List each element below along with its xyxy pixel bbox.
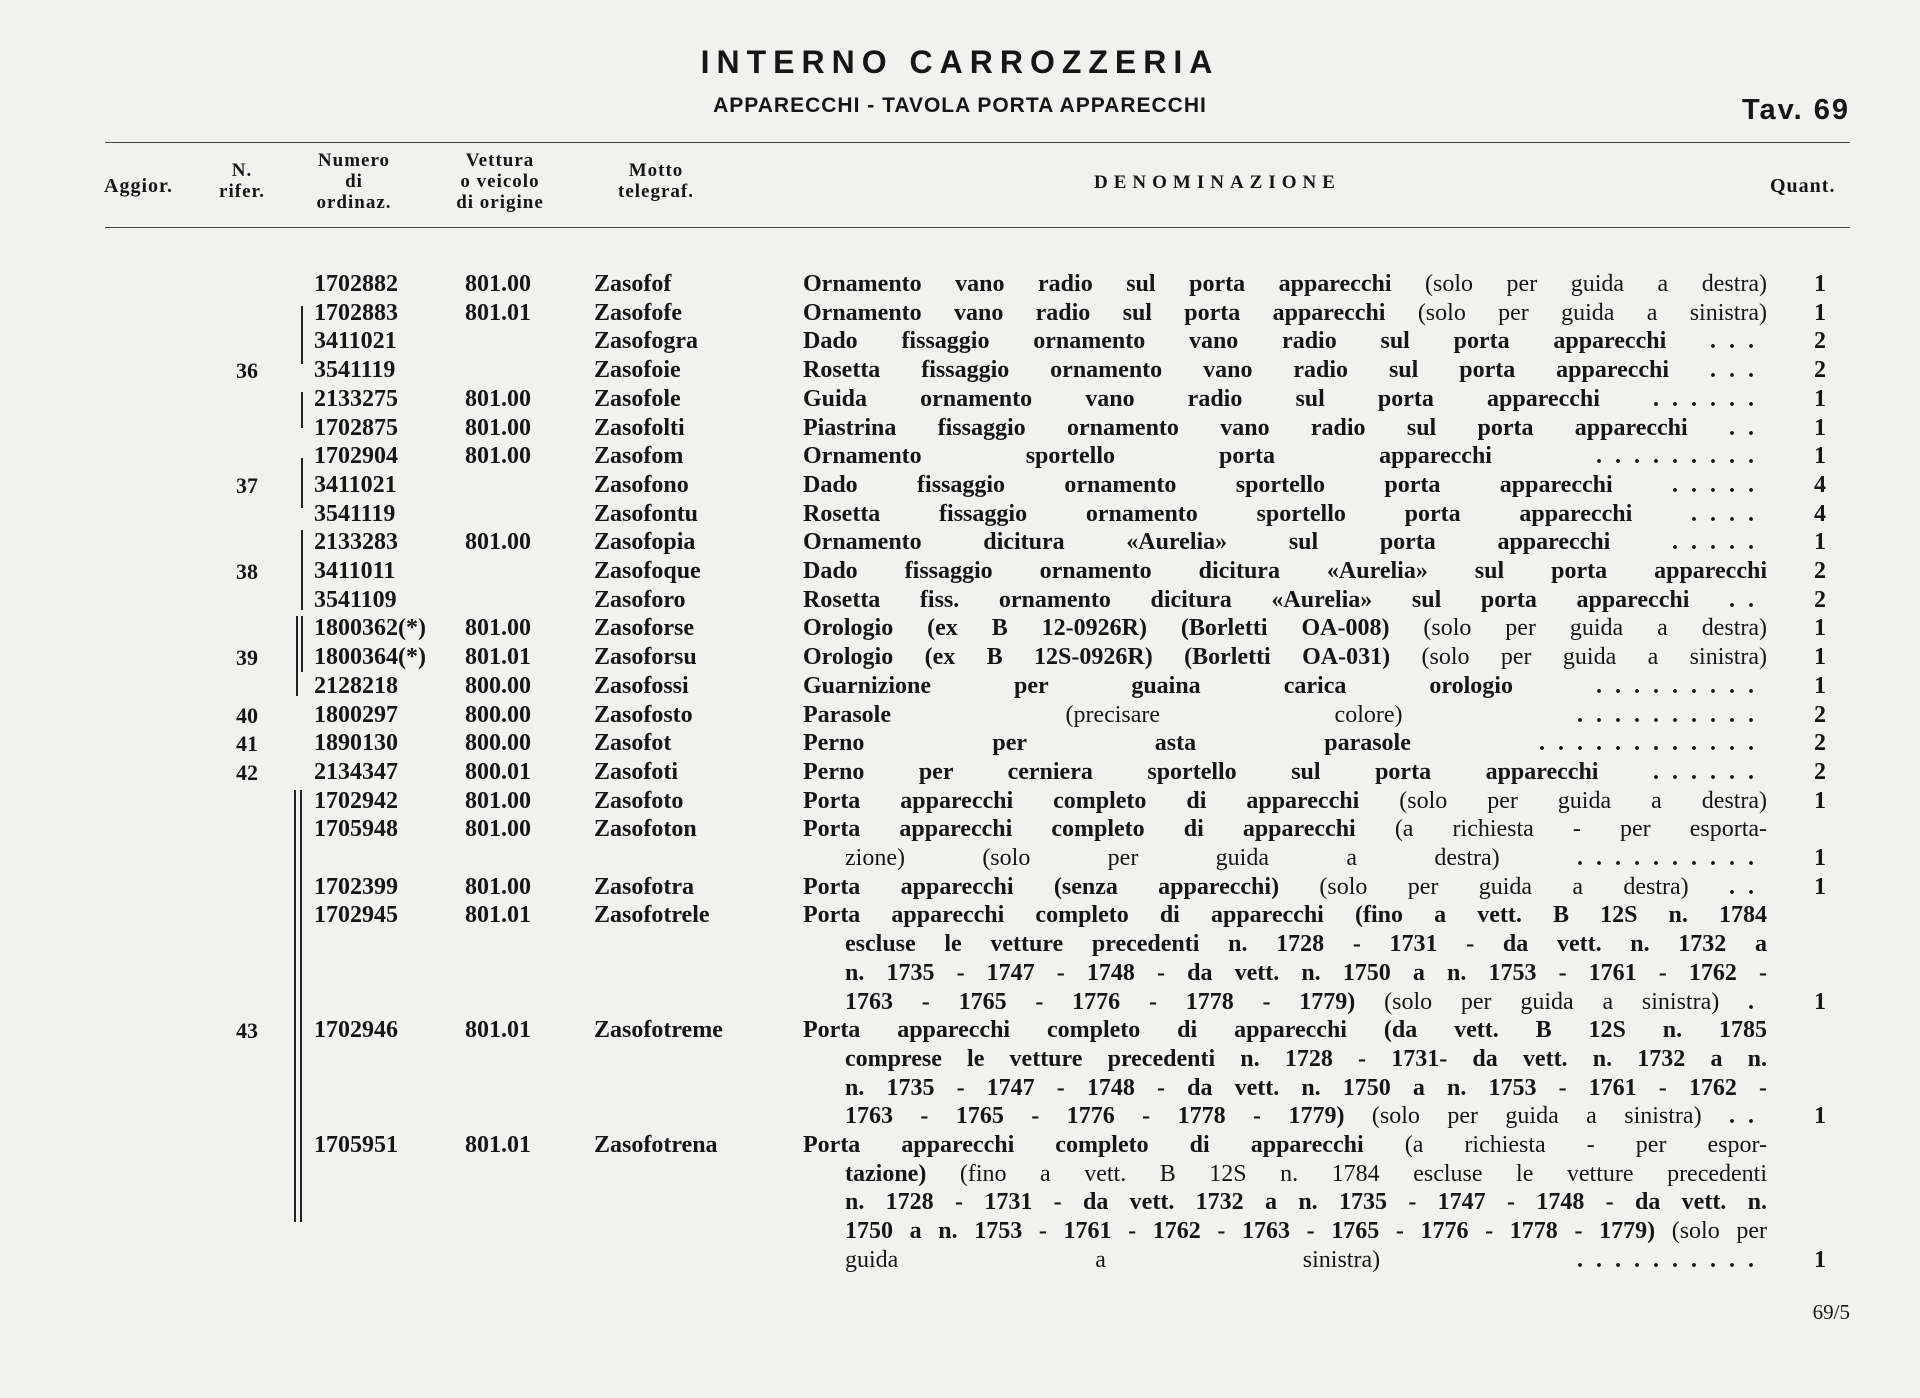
row-telegraph-code: Zasofotra [594,873,694,900]
row-telegraph-code: Zasofotrena [594,1132,718,1158]
row-rifer: 40 [236,702,258,728]
row-leader-dots: ... [1710,328,1768,355]
row-order-number: 1702945 [314,902,398,929]
table-row [0,815,1920,844]
row-leader-dots: ............ [1539,730,1767,757]
row-description [803,299,1767,328]
col-motto [600,160,712,202]
row-description [803,901,1767,930]
row-description [803,815,1767,844]
row-description [845,1074,1767,1103]
row-telegraph-code: Zasofole [594,385,681,412]
row-vehicle-origin: 801.00 [465,816,531,843]
row-order-number: 2128218 [314,672,398,699]
row-telegraph-code: Zasofoto [594,787,684,814]
row-description [803,672,1767,701]
row-leader-dots: ...... [1653,385,1768,412]
table-row [0,299,1920,328]
row-vehicle-origin: 801.00 [465,787,531,814]
row-telegraph-code: Zasofossi [594,672,689,699]
row-quantity: 2 [1814,758,1826,785]
row-order-number: 2133275 [314,385,398,412]
row-quantity: 1 [1814,1103,1826,1130]
row-quantity: 4 [1814,471,1826,498]
row-description-bold: n. 1735 - 1747 - 1748 - da vett. n. 1750 a n. 1753 - 1761 - 1762 - [845,1074,1767,1101]
table-row [0,1188,1920,1217]
row-description-bold: Parasole [803,701,891,728]
row-description-note: (solo per guida a sinistra) [1417,299,1768,326]
row-description [803,758,1767,787]
row-description-bold: Piastrina fissaggio ornamento vano radio sul porta apparecchi [803,414,1688,441]
row-quantity: 2 [1814,586,1826,613]
row-description [803,442,1767,471]
page-subtitle: APPARECCHI - TAVOLA PORTA APPARECCHI [713,94,1207,117]
row-description-bold: tazione) [845,1160,927,1187]
row-description [803,500,1767,529]
table-row [0,1246,1920,1275]
row-quantity: 2 [1814,730,1826,757]
page-number: 69/5 [1812,1300,1850,1324]
row-description-bold: 1763 - 1765 - 1776 - 1778 - 1779) [845,1103,1345,1130]
row-description-bold: Orologio (ex B 12S-0926R) (Borletti OA-031) [803,644,1391,671]
col-numero-line1: Numero [317,150,391,171]
group-brace-43-outer [294,790,296,1222]
row-vehicle-origin: 800.00 [465,730,531,757]
row-quantity: 1 [1814,529,1826,556]
row-telegraph-code: Zasofogra [594,328,698,355]
row-description-note: guida a sinistra) [845,1246,1381,1273]
col-vettura [436,150,564,213]
row-description-bold: Porta apparecchi (senza apparecchi) [803,873,1280,900]
row-quantity: 1 [1814,271,1826,297]
col-vettura-line2: o veicolo [460,171,540,192]
row-description [845,988,1767,1017]
row-telegraph-code: Zasofom [594,443,684,470]
row-description [845,1217,1767,1246]
row-description-bold: Rosetta fiss. ornamento dicitura «Aurelia» sul porta apparecchi [803,586,1690,613]
row-description-bold: n. 1728 - 1731 - da vett. 1732 a n. 1735 - 1747 - 1748 - da vett. n. [845,1189,1767,1216]
col-motto-line1: Motto [628,160,684,181]
col-vettura-line3: di origine [456,192,544,213]
row-vehicle-origin: 801.00 [465,873,531,900]
row-telegraph-code: Zasofot [594,730,672,757]
row-quantity: 1 [1814,988,1826,1015]
group-brace-43-inner [300,790,302,1222]
row-order-number: 1705951 [314,1132,398,1158]
table-row [0,701,1920,730]
row-vehicle-origin: 800.00 [465,672,531,699]
row-rifer: 37 [236,472,258,498]
row-description-note: zione) (solo per guida a destra) [845,845,1500,871]
row-order-number: 1702942 [314,787,398,814]
row-description-note: (precisare colore) [1065,701,1403,728]
table-row [0,614,1920,643]
col-rifer-line2: rifer. [219,181,265,202]
row-description [803,643,1767,672]
row-description-bold: Guida ornamento vano radio sul porta apparecchi [803,385,1600,412]
row-description [803,1131,1767,1160]
header-bottom-rule [105,227,1850,228]
row-quantity: 2 [1814,357,1826,384]
table-row [0,873,1920,902]
row-quantity: 1 [1814,787,1826,814]
table-row [0,959,1920,988]
row-description-note: (solo per guida a destra) [1319,873,1689,900]
row-telegraph-code: Zasofofe [594,299,682,326]
row-order-number: 1702904 [314,443,398,470]
row-description [803,471,1767,500]
row-order-number: 1800297 [314,701,398,728]
col-denominazione: DENOMINAZIONE [1094,172,1341,193]
row-description-bold: comprese le vetture precedenti n. 1728 - 1731- da vett. n. 1732 a n. [845,1045,1767,1072]
row-quantity: 2 [1814,701,1826,728]
table-row [0,672,1920,701]
table-row [0,356,1920,385]
row-vehicle-origin: 801.00 [465,385,531,412]
row-leader-dots: .......... [1577,1246,1768,1273]
row-description-bold: 1763 - 1765 - 1776 - 1778 - 1779) [845,988,1356,1015]
row-description-note: (solo per guida a sinistra) [1421,644,1767,671]
row-description-note: (solo per [1671,1218,1767,1245]
row-order-number: 3541119 [314,500,396,527]
row-quantity: 1 [1814,414,1826,441]
row-leader-dots: .......... [1577,845,1767,871]
row-rifer: 38 [236,559,258,584]
row-telegraph-code: Zasofoque [594,558,701,584]
row-description-bold: Ornamento dicitura «Aurelia» sul porta apparecchi [803,529,1611,556]
table-row [0,270,1920,299]
row-telegraph-code: Zasofotrele [594,902,710,929]
table-row [0,844,1920,873]
row-description-bold: Dado fissaggio ornamento sportello porta apparecchi [803,471,1613,498]
row-order-number: 1702399 [314,873,398,900]
table-row [0,1160,1920,1189]
row-quantity: 1 [1814,615,1826,642]
col-numero [296,150,412,213]
row-quantity: 1 [1814,644,1826,671]
row-description [803,414,1767,443]
table-row [0,1102,1920,1131]
table-row [0,414,1920,443]
row-description [803,614,1767,643]
row-description [845,1246,1767,1275]
row-leader-dots: .. [1729,414,1768,441]
row-description-bold: Rosetta fissaggio ornamento vano radio sul porta apparecchi [803,357,1670,384]
table-row [0,1016,1920,1045]
table-row [0,1131,1920,1160]
row-description [845,930,1767,959]
row-order-number: 1800364(*) [314,644,426,671]
row-telegraph-code: Zasofof [594,271,672,297]
row-order-number: 3541109 [314,586,397,613]
row-description [803,586,1767,615]
row-quantity: 1 [1814,299,1826,326]
row-order-number: 3411021 [314,328,397,355]
row-leader-dots: ... [1710,357,1767,384]
row-description [845,1102,1767,1131]
row-description-bold: Porta apparecchi completo di apparecchi (fino a vett. B 12S n. 1784 [803,902,1767,929]
row-description-note: (solo per guida a destra) [1399,787,1768,814]
row-description-note: (solo per guida a sinistra) [1371,1103,1702,1130]
row-telegraph-code: Zasofoti [594,758,678,785]
row-vehicle-origin: 800.01 [465,758,531,785]
table-row [0,901,1920,930]
row-description-bold: Ornamento vano radio sul porta apparecchi [803,299,1386,326]
col-numero-line2: di [345,171,363,192]
row-vehicle-origin: 801.00 [465,443,531,470]
row-description-bold: Porta apparecchi completo di apparecchi [803,787,1360,814]
row-description-bold: n. 1735 - 1747 - 1748 - da vett. n. 1750 a n. 1753 - 1761 - 1762 - [845,959,1767,986]
row-description-note: (solo per guida a destra) [1425,271,1768,297]
row-description-note: (fino a vett. B 12S n. 1784 escluse le vetture precedenti [959,1160,1767,1187]
row-rifer: 41 [236,731,258,757]
row-description [845,1160,1767,1189]
row-quantity: 1 [1814,1246,1826,1273]
table-row [0,758,1920,787]
row-description-bold: escluse le vetture precedenti n. 1728 - 1731 - da vett. n. 1732 a [845,931,1767,958]
row-description-note: (solo per guida a sinistra) [1384,988,1720,1015]
table-row [0,500,1920,529]
row-description [803,701,1767,730]
col-aggior: Aggior. [104,175,174,197]
row-description-bold: 1750 a n. 1753 - 1761 - 1762 - 1763 - 1765 - 1776 - 1778 - 1779) [845,1218,1656,1245]
row-rifer: 43 [236,1018,258,1044]
row-description-bold: Perno per cerniera sportello sul porta apparecchi [803,758,1599,785]
col-motto-line2: telegraf. [618,181,694,202]
group-brace-36b [301,392,303,428]
row-description [803,873,1767,902]
row-telegraph-code: Zasofopia [594,529,696,556]
row-quantity: 1 [1814,873,1826,900]
row-vehicle-origin: 801.00 [465,271,531,297]
row-order-number: 1702946 [314,1017,398,1044]
row-description-bold: Porta apparecchi completo di apparecchi (da vett. B 12S n. 1785 [803,1017,1767,1044]
row-telegraph-code: Zasoforse [594,615,694,642]
table-row [0,1217,1920,1246]
row-description [803,270,1767,299]
row-vehicle-origin: 801.00 [465,414,531,441]
row-description-bold: Porta apparecchi completo di apparecchi [803,1132,1364,1158]
group-brace-37 [301,458,303,508]
table-row [0,528,1920,557]
row-telegraph-code: Zasoforo [594,586,686,613]
row-description [803,729,1767,758]
row-leader-dots: ......... [1596,672,1767,699]
row-order-number: 1702875 [314,414,398,441]
row-order-number: 1890130 [314,730,398,757]
row-rifer: 39 [236,645,258,671]
row-description [803,557,1767,586]
row-quantity: 4 [1814,500,1826,527]
row-leader-dots: .. [1729,586,1767,613]
col-numero-line3: ordinaz. [316,192,392,213]
table-row [0,787,1920,816]
row-leader-dots: ...... [1653,758,1768,785]
row-description [845,1188,1767,1217]
row-vehicle-origin: 801.00 [465,529,531,556]
table-row [0,1045,1920,1074]
table-row [0,1074,1920,1103]
row-vehicle-origin: 801.01 [465,1017,531,1044]
row-telegraph-code: Zasofotreme [594,1017,723,1044]
group-brace-36 [301,306,303,364]
row-rifer: 36 [236,358,258,384]
row-quantity: 1 [1814,845,1826,871]
row-telegraph-code: Zasofoie [594,357,681,384]
col-rifer [212,160,272,202]
row-description-note: (solo per guida a destra) [1423,615,1767,642]
table-row [0,327,1920,356]
table-row [0,586,1920,615]
row-order-number: 3411011 [314,558,396,584]
row-description-bold: Porta apparecchi completo di apparecchi [803,816,1356,843]
row-quantity: 2 [1814,558,1826,584]
row-quantity: 1 [1814,443,1826,470]
row-order-number: 1702882 [314,271,398,297]
table-number: Tav. 69 [1741,94,1850,126]
row-description-bold: Dado fissaggio ornamento vano radio sul porta apparecchi [803,328,1667,355]
row-order-number: 3411021 [314,471,397,498]
table-row [0,988,1920,1017]
col-quant: Quant. [1770,175,1836,197]
row-description-bold: Rosetta fissaggio ornamento sportello porta apparecchi [803,500,1633,527]
table-row [0,385,1920,414]
row-quantity: 1 [1814,672,1826,699]
group-brace-39-outer [296,616,298,696]
row-order-number: 2133283 [314,529,398,556]
row-leader-dots: .. [1729,1103,1768,1130]
table-row [0,471,1920,500]
row-telegraph-code: Zasofoton [594,816,697,843]
row-description [803,385,1767,414]
row-description-bold: Orologio (ex B 12-0926R) (Borletti OA-008) [803,615,1390,642]
row-description [845,959,1767,988]
row-description [845,1045,1767,1074]
row-telegraph-code: Zasoforsu [594,644,697,671]
row-description [803,787,1767,816]
page-title: INTERNO CARROZZERIA [700,44,1220,80]
row-description-note: (a richiesta - per esporta- [1394,816,1768,843]
row-leader-dots: ......... [1596,443,1768,470]
row-quantity: 1 [1814,385,1826,412]
row-description-bold: Ornamento sportello porta apparecchi [803,443,1492,470]
row-order-number: 1705948 [314,816,398,843]
row-description-bold: Perno per asta parasole [803,730,1411,757]
group-brace-39-inner [301,616,303,672]
group-brace-38 [301,530,303,610]
row-description-note: (a richiesta - per espor- [1404,1132,1768,1158]
table-row [0,729,1920,758]
row-order-number: 1702883 [314,299,398,326]
row-quantity: 2 [1814,328,1826,355]
row-description-bold: Dado fissaggio ornamento dicitura «Aurelia» sul porta apparecchi [803,558,1767,584]
row-telegraph-code: Zasofolti [594,414,685,441]
row-leader-dots: ..... [1672,529,1767,556]
row-telegraph-code: Zasofosto [594,701,693,728]
row-leader-dots: .......... [1577,701,1767,728]
row-description [845,844,1767,873]
row-leader-dots: . [1748,988,1768,1015]
row-description [803,356,1767,385]
row-order-number: 3541119 [314,357,396,384]
row-description-bold: Ornamento vano radio sul porta apparecchi [803,271,1392,297]
row-description [803,528,1767,557]
row-leader-dots: .... [1691,500,1767,527]
table-row [0,442,1920,471]
row-leader-dots: .. [1729,873,1768,900]
row-telegraph-code: Zasofono [594,471,689,498]
row-vehicle-origin: 801.01 [465,299,531,326]
row-vehicle-origin: 801.01 [465,1132,531,1158]
row-description [803,1016,1767,1045]
header-top-rule [105,142,1850,143]
row-order-number: 1800362(*) [314,615,426,642]
row-description [803,327,1767,356]
col-rifer-line1: N. [231,160,253,181]
row-vehicle-origin: 800.00 [465,701,531,728]
row-vehicle-origin: 801.01 [465,902,531,929]
row-rifer: 42 [236,759,258,785]
col-vettura-line1: Vettura [465,150,535,171]
row-description-bold: Guarnizione per guaina carica orologio [803,672,1513,699]
row-vehicle-origin: 801.01 [465,644,531,671]
table-row [0,557,1920,586]
table-row [0,930,1920,959]
row-order-number: 2134347 [314,758,398,785]
row-leader-dots: ..... [1672,471,1768,498]
table-row [0,643,1920,672]
row-vehicle-origin: 801.00 [465,615,531,642]
row-telegraph-code: Zasofontu [594,500,699,527]
